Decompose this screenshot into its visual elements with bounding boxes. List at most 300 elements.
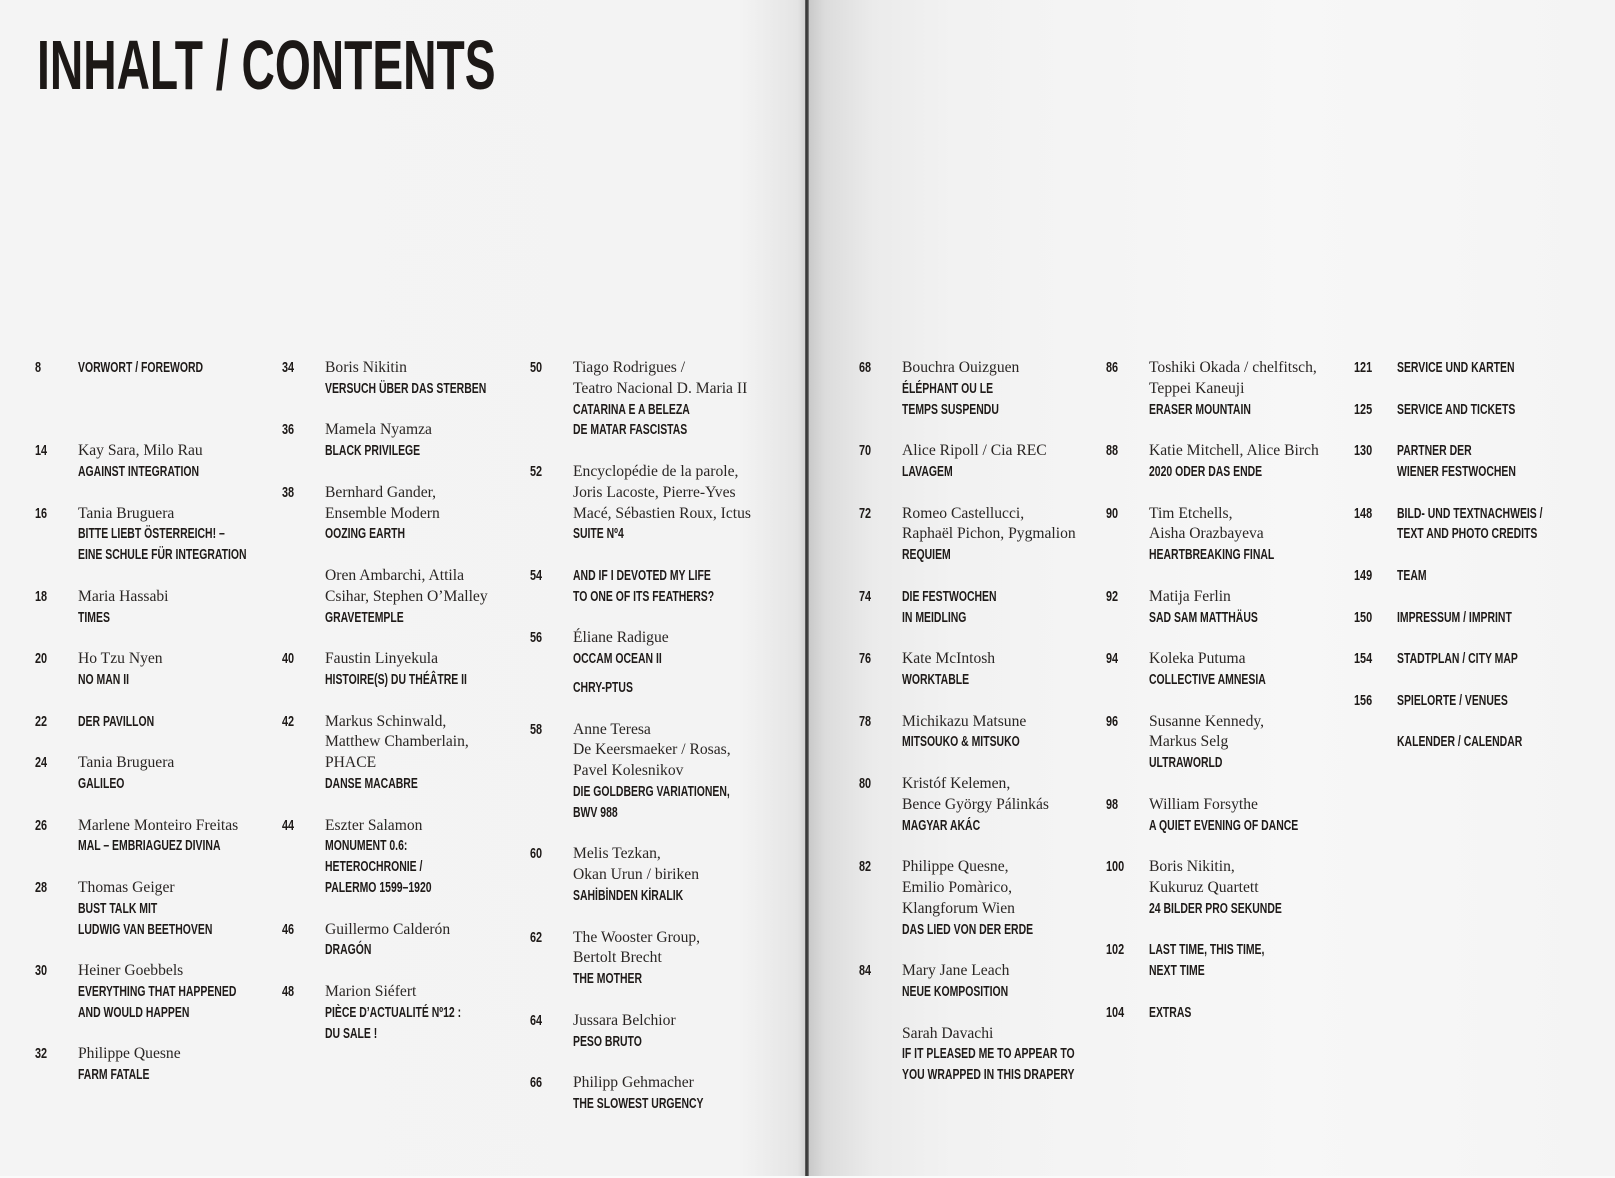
toc-entry[interactable] [530, 720, 803, 824]
toc-entry[interactable] [530, 566, 803, 608]
page-number: 24 [35, 755, 48, 772]
page-number: 154 [1354, 651, 1373, 668]
page-number: 149 [1354, 567, 1373, 584]
page-number: 102 [1106, 942, 1125, 959]
entry-title-line [1149, 753, 1379, 774]
entry-author: Klangforum Wien [902, 899, 1015, 917]
entry-title-line [1397, 400, 1615, 421]
toc-entry[interactable] [1354, 566, 1615, 587]
toc-entry[interactable] [902, 1024, 1132, 1086]
toc-entry[interactable] [325, 566, 555, 628]
entry-title: 2020 ODER DAS ENDE [1149, 463, 1263, 480]
entry-title: SAHİBİNDEN KİRALIK [573, 887, 684, 904]
entry-title-line [1397, 566, 1615, 587]
entry-title-line [573, 420, 803, 441]
entry-author: Faustin Linyekula [325, 650, 439, 668]
page-number: 60 [530, 846, 543, 863]
toc-entry[interactable] [1397, 732, 1615, 753]
toc-entry[interactable] [530, 358, 803, 441]
entry-title-line [1397, 358, 1615, 379]
entry-title: DAS LIED VON DER ERDE [902, 921, 1034, 938]
entry-title: ÉLÉPHANT OU LE [902, 380, 994, 397]
entry-title-line [573, 566, 803, 587]
page-number: 28 [35, 879, 48, 896]
toc-entry[interactable] [859, 587, 1132, 629]
toc-entry[interactable] [35, 441, 308, 483]
entry-title-line [1149, 1003, 1379, 1024]
entry-title-line [573, 1094, 803, 1115]
toc-entry[interactable] [282, 649, 555, 691]
entry-author: Koleka Putuma [1149, 650, 1246, 668]
contents-column-2 [282, 358, 555, 1065]
toc-entry[interactable] [1106, 587, 1379, 629]
entry-title-line [1149, 816, 1379, 837]
contents-column-1 [35, 358, 308, 1107]
entry-title: VORWORT / FOREWORD [78, 360, 204, 376]
page-number: 86 [1106, 360, 1119, 376]
entry-title: DANSE MACABRE [325, 775, 418, 792]
page-number: 48 [282, 983, 295, 1000]
toc-entry[interactable] [1106, 795, 1379, 837]
toc-entry[interactable] [859, 712, 1132, 754]
entry-author: Melis Tezkan, [573, 845, 661, 863]
entry-title: KALENDER / CALENDAR [1397, 734, 1523, 751]
page-number: 34 [282, 360, 295, 376]
contents-column-4 [859, 358, 1132, 1107]
entry-title-line [902, 400, 1132, 421]
entry-title: DER PAVILLON [78, 713, 155, 730]
entry-title: YOU WRAPPED IN THIS DRAPERY [902, 1067, 1075, 1084]
entry-author: Aisha Orazbayeva [1149, 525, 1264, 543]
entry-title: MITSOUKO & MITSUKO [902, 734, 1020, 751]
entry-title: IN MEIDLING [902, 609, 967, 626]
entry-title: SUITE Nº4 [573, 526, 624, 543]
page-number: 64 [530, 1012, 543, 1029]
entry-author: Thomas Geiger [78, 878, 175, 896]
entry-title-line [1149, 961, 1379, 982]
entry-author: Mamela Nyamza [325, 421, 432, 439]
entry-title: DIE FESTWOCHEN [902, 588, 997, 605]
entry-title: NEXT TIME [1149, 963, 1205, 980]
toc-entry[interactable] [530, 628, 803, 670]
entry-title: TEAM [1397, 567, 1427, 584]
entry-author: Okan Urun / biriken [573, 866, 700, 884]
toc-entry[interactable] [1354, 691, 1615, 712]
entry-author: Kay Sara, Milo Rau [78, 442, 203, 460]
entry-title-line [325, 441, 555, 462]
toc-entry[interactable] [573, 678, 803, 699]
page-number: 14 [35, 443, 48, 460]
toc-entry[interactable] [1106, 441, 1379, 483]
entry-title: GRAVETEMPLE [325, 609, 404, 626]
page-number: 76 [859, 651, 872, 668]
entry-title-line [1149, 940, 1379, 961]
entry-title-line [325, 878, 555, 899]
entry-title-line [325, 836, 555, 857]
toc-entry[interactable] [282, 420, 555, 462]
entry-title: THE SLOWEST URGENCY [573, 1095, 704, 1112]
entry-author: Heiner Goebbels [78, 962, 184, 980]
entry-author: Kristóf Kelemen, [902, 774, 1011, 792]
page-number: 62 [530, 929, 543, 946]
entry-title: BILD- UND TEXTNACHWEIS / [1397, 505, 1543, 522]
entry-author: Bertolt Brecht [573, 949, 662, 967]
entry-author: Matija Ferlin [1149, 587, 1231, 605]
entry-author: Teppei Kaneuji [1149, 379, 1245, 397]
entry-author: Boris Nikitin, [1149, 858, 1235, 876]
entry-title: HEARTBREAKING FINAL [1149, 547, 1275, 564]
page-number: 88 [1106, 443, 1119, 460]
entry-title-line [325, 1024, 555, 1045]
entry-title-line [902, 670, 1132, 691]
entry-title: SPIELORTE / VENUES [1397, 692, 1508, 709]
page-number: 104 [1106, 1004, 1125, 1021]
entry-title: IMPRESSUM / IMPRINT [1397, 609, 1512, 626]
entry-title-line [1149, 462, 1379, 483]
entry-title-line [78, 712, 308, 733]
entry-author: Alice Ripoll / Cia REC [902, 442, 1047, 460]
entry-title-line [325, 774, 555, 795]
entry-title-line [78, 982, 308, 1003]
entry-author: Mary Jane Leach [902, 962, 1010, 980]
entry-title: PIÈCE D’ACTUALITÉ Nº12 : [325, 1004, 462, 1021]
entry-title: TEMPS SUSPENDU [902, 401, 999, 418]
page-number: 22 [35, 713, 48, 730]
entry-title-line [325, 524, 555, 545]
page-number: 44 [282, 817, 295, 834]
toc-entry[interactable] [282, 483, 555, 545]
page-number: 36 [282, 422, 295, 439]
toc-entry[interactable] [35, 816, 308, 858]
entry-title-line [902, 982, 1132, 1003]
entry-title: A QUIET EVENING OF DANCE [1149, 817, 1299, 834]
entry-author: Pavel Kolesnikov [573, 762, 684, 780]
entry-title: LUDWIG VAN BEETHOVEN [78, 921, 213, 938]
page-number: 156 [1354, 692, 1373, 709]
entry-title-line [902, 545, 1132, 566]
entry-title: BUST TALK MIT [78, 900, 158, 917]
page-number: 121 [1354, 360, 1373, 376]
toc-entry[interactable] [1106, 504, 1379, 566]
entry-author: Kukuruz Quartett [1149, 878, 1259, 896]
toc-entry[interactable] [282, 358, 555, 400]
entry-title: SAD SAM MATTHÄUS [1149, 609, 1258, 626]
toc-entry[interactable] [35, 1044, 308, 1086]
entry-title: DU SALE ! [325, 1025, 378, 1042]
toc-entry[interactable] [1106, 1003, 1379, 1024]
entry-author: Encyclopédie de la parole, [573, 462, 739, 480]
entry-author: Markus Selg [1149, 733, 1229, 751]
toc-entry[interactable] [282, 816, 555, 899]
page-number: 72 [859, 505, 872, 522]
entry-title: AND WOULD HAPPEN [78, 1004, 190, 1021]
entry-author: Kate McIntosh [902, 650, 996, 668]
entry-author: Guillermo Calderón [325, 920, 451, 938]
toc-entry[interactable] [859, 649, 1132, 691]
entry-author: Raphaël Pichon, Pygmalion [902, 525, 1076, 543]
entry-title-line [325, 1003, 555, 1024]
entry-author: Anne Teresa [573, 720, 651, 738]
entry-title: DRAGÓN [325, 942, 372, 959]
entry-title: 24 BILDER PRO SEKUNDE [1149, 900, 1282, 917]
entry-title: EINE SCHULE FÜR INTEGRATION [78, 547, 247, 564]
entry-author: Tania Bruguera [78, 504, 175, 522]
entry-title-line [573, 1032, 803, 1053]
page-number: 96 [1106, 713, 1119, 730]
entry-author: Bouchra Ouizguen [902, 359, 1020, 376]
entry-title: THE MOTHER [573, 971, 643, 988]
contents-column-6 [1354, 358, 1615, 774]
entry-title-line [1397, 504, 1615, 525]
entry-title: CATARINA E A BELEZA [573, 401, 690, 418]
entry-author: Marlene Monteiro Freitas [78, 816, 239, 834]
toc-entry[interactable] [282, 712, 555, 795]
entry-author: Maria Hassabi [78, 587, 169, 605]
entry-title: MAGYAR AKÁC [902, 817, 981, 834]
toc-entry[interactable] [1354, 441, 1615, 483]
page-number: 32 [35, 1046, 48, 1063]
entry-title-line [78, 524, 308, 545]
page-number: 20 [35, 651, 48, 668]
entry-title-line [573, 524, 803, 545]
page-number: 125 [1354, 401, 1373, 418]
page-number: 98 [1106, 796, 1119, 813]
entry-title: OCCAM OCEAN II [573, 651, 662, 668]
entry-title-line [78, 1003, 308, 1024]
entry-author: Tania Bruguera [78, 754, 175, 772]
entry-title-line [902, 816, 1132, 837]
entry-author: Bence György Pálinkás [902, 795, 1049, 813]
entry-title-line [573, 969, 803, 990]
page-number: 38 [282, 484, 295, 501]
entry-title-line [573, 587, 803, 608]
entry-author: Susanne Kennedy, [1149, 712, 1265, 730]
entry-title: EVERYTHING THAT HAPPENED [78, 983, 237, 1000]
entry-title: HISTOIRE(S) DU THÉÂTRE II [325, 671, 467, 688]
toc-entry[interactable] [530, 462, 803, 545]
toc-entry[interactable] [35, 358, 308, 379]
entry-title-line [1149, 400, 1379, 421]
entry-title: PALERMO 1599–1920 [325, 879, 432, 896]
entry-title: BLACK PRIVILEGE [325, 443, 421, 460]
page-number: 52 [530, 463, 543, 480]
entry-author: PHACE [325, 754, 377, 772]
entry-title: GALILEO [78, 775, 125, 792]
entry-title-line [78, 836, 308, 857]
entry-title-line [78, 608, 308, 629]
toc-entry[interactable] [530, 1011, 803, 1053]
page-number: 82 [859, 859, 872, 876]
entry-author: Tim Etchells, [1149, 504, 1233, 522]
toc-entry[interactable] [35, 753, 308, 795]
entry-title: BWV 988 [573, 804, 618, 821]
entry-title-line [78, 920, 308, 941]
toc-entry[interactable] [1354, 649, 1615, 670]
entry-title: VERSUCH ÜBER DAS STERBEN [325, 380, 487, 397]
toc-entry[interactable] [1106, 649, 1379, 691]
page-number: 18 [35, 588, 48, 605]
entry-title: PESO BRUTO [573, 1033, 642, 1050]
entry-title: ULTRAWORLD [1149, 755, 1223, 772]
entry-title-line [78, 1065, 308, 1086]
entry-author: Eszter Salamon [325, 816, 423, 834]
toc-entry[interactable] [859, 774, 1132, 836]
entry-title: FARM FATALE [78, 1067, 150, 1084]
entry-author: Markus Schinwald, [325, 712, 447, 730]
page-number: 40 [282, 651, 295, 668]
entry-title-line [78, 358, 308, 379]
entry-title: PARTNER DER [1397, 443, 1472, 460]
entry-title: SERVICE UND KARTEN [1397, 360, 1515, 376]
entry-title-line [573, 649, 803, 670]
toc-entry[interactable] [35, 587, 308, 629]
page-number: 56 [530, 630, 543, 647]
toc-entry[interactable] [282, 920, 555, 962]
page-number: 16 [35, 505, 48, 522]
toc-entry[interactable] [1106, 358, 1379, 420]
entry-author: Tiago Rodrigues / [573, 359, 686, 376]
entry-author: Philippe Quesne [78, 1045, 181, 1063]
toc-entry[interactable] [35, 878, 308, 940]
entry-title-line [573, 678, 803, 699]
toc-entry[interactable] [35, 961, 308, 1023]
page-number: 70 [859, 443, 872, 460]
entry-title: NEUE KOMPOSITION [902, 983, 1009, 1000]
entry-title: STADTPLAN / CITY MAP [1397, 651, 1518, 668]
page-number: 68 [859, 360, 872, 376]
toc-entry[interactable] [1354, 400, 1615, 421]
entry-author: Éliane Radigue [573, 629, 669, 647]
entry-title-line [573, 886, 803, 907]
page-number: 150 [1354, 609, 1373, 626]
page-number: 26 [35, 817, 48, 834]
entry-title-line [902, 608, 1132, 629]
entry-title-line [325, 940, 555, 961]
page-number: 92 [1106, 588, 1119, 605]
entry-title-line [902, 1044, 1132, 1065]
page-number: 42 [282, 713, 295, 730]
entry-title-line [902, 732, 1132, 753]
entry-title: HETEROCHRONIE / [325, 859, 423, 876]
page-title: INHALT / CONTENTS [37, 26, 496, 104]
entry-author: Emilio Pomàrico, [902, 878, 1013, 896]
page-number: 78 [859, 713, 872, 730]
page-number: 90 [1106, 505, 1119, 522]
page-number: 80 [859, 775, 872, 792]
entry-title-line [1397, 649, 1615, 670]
toc-entry[interactable] [282, 982, 555, 1044]
page-number: 54 [530, 567, 543, 584]
page-number: 74 [859, 588, 872, 605]
entry-title: REQUIEM [902, 547, 951, 564]
entry-author: Bernhard Gander, [325, 483, 437, 501]
entry-title-line [1149, 545, 1379, 566]
toc-entry[interactable] [1106, 940, 1379, 982]
toc-entry[interactable] [35, 504, 308, 566]
entry-author: Oren Ambarchi, Attila [325, 566, 465, 584]
entry-title: LAST TIME, THIS TIME, [1149, 942, 1265, 959]
entry-title-line [902, 462, 1132, 483]
entry-title: ERASER MOUNTAIN [1149, 401, 1251, 418]
entry-title: MAL – EMBRIAGUEZ DIVINA [78, 838, 221, 855]
toc-entry[interactable] [1106, 857, 1379, 919]
toc-entry[interactable] [859, 504, 1132, 566]
entry-title-line [1149, 608, 1379, 629]
toc-entry[interactable] [859, 441, 1132, 483]
entry-title: CHRY-PTUS [573, 679, 633, 696]
entry-title-line [573, 782, 803, 803]
toc-entry[interactable] [859, 857, 1132, 940]
entry-author: Romeo Castellucci, [902, 504, 1025, 522]
entry-author: Michikazu Matsune [902, 712, 1027, 730]
entry-title: WORKTABLE [902, 671, 970, 688]
page-number: 148 [1354, 505, 1373, 522]
entry-title-line [78, 899, 308, 920]
entry-title-line [78, 462, 308, 483]
page-number: 84 [859, 963, 872, 980]
entry-title: LAVAGEM [902, 463, 953, 480]
entry-title: EXTRAS [1149, 1004, 1192, 1021]
entry-author: Csihar, Stephen O’Malley [325, 587, 488, 605]
toc-entry[interactable] [859, 358, 1132, 420]
page-number: 8 [35, 360, 42, 376]
entry-title-line [902, 379, 1132, 400]
entry-author: William Forsythe [1149, 795, 1258, 813]
toc-entry[interactable] [1106, 712, 1379, 774]
contents-column-5 [1106, 358, 1379, 1044]
toc-entry[interactable] [35, 712, 308, 733]
toc-entry[interactable] [1354, 358, 1615, 379]
entry-author: Joris Lacoste, Pierre-Yves [573, 483, 736, 501]
entry-title: SERVICE AND TICKETS [1397, 401, 1516, 418]
entry-title-line [1397, 608, 1615, 629]
toc-entry[interactable] [1354, 504, 1615, 546]
toc-entry[interactable] [1354, 608, 1615, 629]
entry-title-line [1397, 732, 1615, 753]
page-number: 66 [530, 1075, 543, 1092]
entry-author: Matthew Chamberlain, [325, 733, 469, 751]
entry-author: Boris Nikitin [325, 359, 407, 376]
entry-title: DIE GOLDBERG VARIATIONEN, [573, 783, 730, 800]
entry-author: Philippe Quesne, [902, 858, 1009, 876]
entry-author: Teatro Nacional D. Maria II [573, 379, 748, 397]
page-number: 50 [530, 360, 543, 376]
entry-author: De Keersmaeker / Rosas, [573, 741, 731, 759]
entry-title: NO MAN II [78, 671, 130, 688]
entry-title: DE MATAR FASCISTAS [573, 422, 688, 439]
entry-author: Ho Tzu Nyen [78, 650, 163, 668]
entry-title-line [573, 400, 803, 421]
page-number: 58 [530, 721, 543, 738]
entry-title: AGAINST INTEGRATION [78, 463, 200, 480]
entry-title-line [325, 857, 555, 878]
entry-title-line [78, 670, 308, 691]
entry-title: BITTE LIEBT ÖSTERREICH! – [78, 526, 225, 543]
entry-title-line [902, 1065, 1132, 1086]
toc-entry[interactable] [530, 1073, 803, 1115]
toc-entry[interactable] [530, 844, 803, 906]
entry-title: OOZING EARTH [325, 526, 406, 543]
entry-title: WIENER FESTWOCHEN [1397, 463, 1516, 480]
toc-entry[interactable] [530, 928, 803, 990]
toc-entry[interactable] [859, 961, 1132, 1003]
entry-title-line [1397, 524, 1615, 545]
entry-title-line [78, 774, 308, 795]
toc-entry[interactable] [35, 649, 308, 691]
page-number: 30 [35, 963, 48, 980]
entry-title-line [1397, 462, 1615, 483]
entry-author: Philipp Gehmacher [573, 1074, 694, 1092]
